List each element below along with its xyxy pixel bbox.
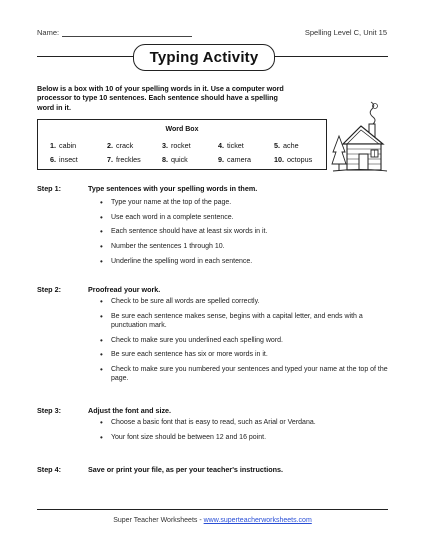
step-2-label: Step 2: bbox=[37, 285, 61, 294]
step-1-label: Step 1: bbox=[37, 184, 61, 193]
list-item: • Underline the spelling word in each sentence. bbox=[100, 257, 390, 266]
word-item: 8. quick bbox=[162, 155, 188, 164]
word-item: 1. cabin bbox=[50, 141, 77, 150]
list-item: • Check to make sure you numbered your sentences and typed your name at the top of the page. bbox=[100, 365, 390, 383]
step-1-title: Type sentences with your spelling words in them. bbox=[88, 184, 258, 193]
word-box bbox=[37, 119, 327, 170]
word-box-title: Word Box bbox=[165, 126, 199, 133]
name-blank-line bbox=[62, 36, 192, 37]
footer-link[interactable]: www.superteacherworksheets.com bbox=[203, 517, 312, 524]
footer-prefix: Super Teacher Worksheets - bbox=[113, 517, 204, 524]
word-item: 2. crack bbox=[107, 141, 134, 150]
list-item: • Use each word in a complete sentence. bbox=[100, 213, 390, 222]
intro-text: Below is a box with 10 of your spelling words in it. Use a computer word processor to type 10 sentences. Each sentence should have a spelling word in it. bbox=[37, 84, 284, 112]
cabin-illustration bbox=[331, 100, 389, 175]
list-item: • Check to make sure you underlined each spelling word. bbox=[100, 336, 390, 345]
word-item: 10. octopus bbox=[274, 155, 313, 164]
step-4-label: Step 4: bbox=[37, 465, 61, 474]
step-1-bullets bbox=[100, 198, 390, 272]
word-item: 3. rocket bbox=[162, 141, 191, 150]
page-title: Typing Activity bbox=[149, 49, 259, 66]
step-4-title: Save or print your file, as per your teacher's instructions. bbox=[88, 465, 284, 474]
step-2-title: Proofread your work. bbox=[88, 285, 161, 294]
step-3-title: Adjust the font and size. bbox=[88, 406, 172, 415]
list-item: • Your font size should be between 12 and 16 point. bbox=[100, 433, 390, 442]
step-3-bullets bbox=[100, 418, 390, 447]
list-item: • Be sure each sentence has six or more words in it. bbox=[100, 350, 390, 359]
list-item: • Type your name at the top of the page. bbox=[100, 198, 390, 207]
word-item: 7. freckles bbox=[107, 155, 141, 164]
list-item: • Number the sentences 1 through 10. bbox=[100, 242, 390, 251]
word-item: 4. ticket bbox=[218, 141, 244, 150]
title-box bbox=[133, 44, 275, 71]
word-item: 5. ache bbox=[274, 141, 299, 150]
spelling-level-label: Spelling Level C, Unit 15 bbox=[304, 28, 387, 37]
list-item: • Choose a basic font that is easy to read, such as Arial or Verdana. bbox=[100, 418, 390, 427]
word-item: 9. camera bbox=[218, 155, 251, 164]
list-item: • Each sentence should have at least six words in it. bbox=[100, 227, 390, 236]
word-item: 6. insect bbox=[50, 155, 78, 164]
list-item: • Be sure each sentence makes sense, begins with a capital letter, and ends with a punctuation mark. bbox=[100, 312, 390, 330]
step-2-bullets bbox=[100, 297, 390, 389]
footer bbox=[0, 517, 425, 524]
footer-rule bbox=[37, 509, 388, 510]
list-item: • Check to be sure all words are spelled correctly. bbox=[100, 297, 390, 306]
name-label: Name: bbox=[37, 28, 60, 37]
step-3-label: Step 3: bbox=[37, 406, 61, 415]
